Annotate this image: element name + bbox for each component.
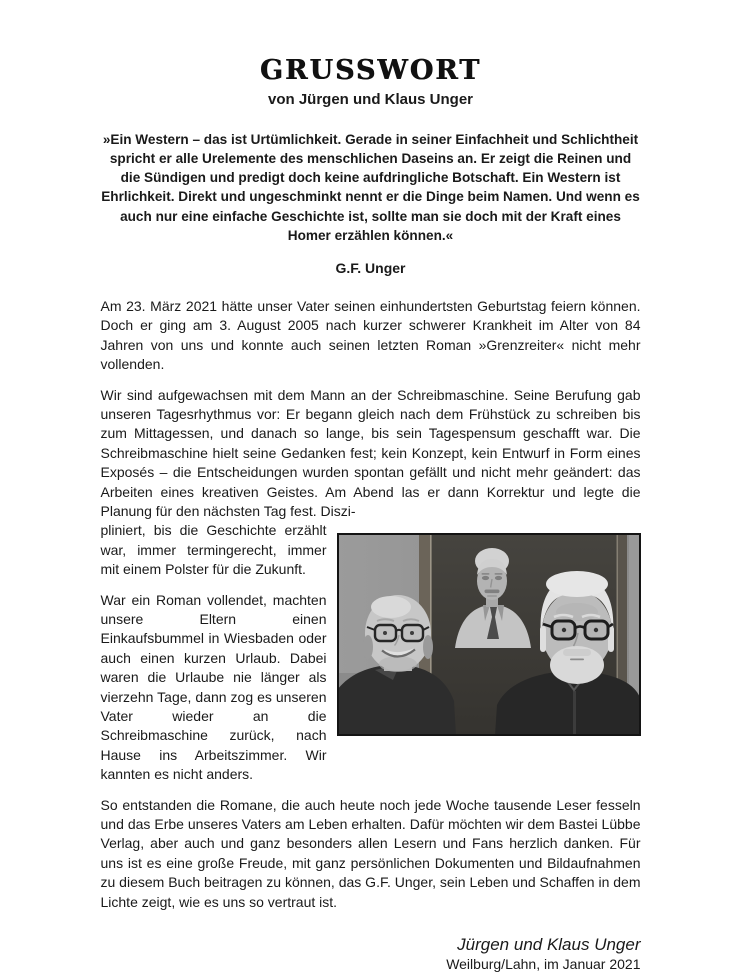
paragraph-thanks: So entstanden die Romane, die auch heute noch jede Woche tausende Leser fesseln und das Erbe unseres Vaters am Leben erhalten. Dafür möchten wir dem Bastei Lübbe Verlag, aber auch und ganz besonders allen Lesern und Fans herzlich danken. Für uns ist es eine große Freude, mit ganz persönlichen Dokumenten und Bildaufnahmen zu diesem Buch beitragen zu können, das G.F. Unger, sein Leben und Schaffen in dem Lichte zeigt, wie es uns so vertraut ist. [100, 796, 641, 910]
text-photo-row [101, 521, 641, 784]
paragraph-vacation: War ein Roman vollendet, machten unsere Eltern einen Einkaufsbummel in Wiesbaden oder auch einen kurzen Urlaub. Dabei waren die Urlaube nie länger als vierzehn Tage, dann zog es unseren Vater wieder an die Schreibmaschine zurück, nach Hause ins Arbeitszimmer. Wir kannten es nicht anders. [100, 591, 327, 783]
paragraph-birthday: Am 23. März 2021 hätte unser Vater seinen einhundertsten Geburtstag feiern können. Doch er ging am 3. August 2005 nach kurzer schwerer Krankheit im Alter von 84 Jahren von uns und konnte auch seinen letzten Roman »Grenzreiter« nicht mehr vollenden. [100, 297, 641, 373]
quote-attribution: G.F. Unger [335, 259, 406, 276]
wrapped-text-column [101, 521, 327, 784]
signature-place-date: Weilburg/Lahn, im Januar 2021 [446, 956, 641, 973]
signature-name: Jürgen und Klaus Unger [457, 935, 641, 955]
paragraph-typewriter: Wir sind aufgewachsen mit dem Mann an der Schreibmaschine. Seine Berufung gab unseren Tagesrhythmus vor: Er begann gleich nach dem Frühstück zu schreiben bis zum Mittagessen, und danach so lange, bis sein Tagespensum geschafft war. Die Schreibmaschine hielt seine Gedanken fest; kein Konzept, kein Entwurf in Form eines Exposés – die Entscheidungen wurden spontan gefällt und nicht mehr geändert: das Arbeiten eines kreativen Geistes. Am Abend las er dann Korrektur und legte die Planung für den nächsten Tag fest. Diszi- [100, 386, 641, 519]
document-page [101, 0, 641, 974]
authors-photo [337, 533, 641, 736]
page-title: GRUSSWORT [259, 55, 482, 86]
western-quote: »Ein Western – das ist Urtümlichkeit. Gerade in seiner Einfachheit und Schlichtheit spricht er alle Urelemente des menschlichen Daseins an. Er zeigt die Reinen und die Sündigen und predigt doch keine aufdringliche Botschaft. Ein Western ist Ehrlichkeit. Direkt und ungeschminkt nennt er die Dinge beim Namen. Und wenn es auch nur eine einfache Geschichte ist, sollte man sie doch mit der Kraft eines Homer erzählen können.« [101, 131, 640, 243]
byline: von Jürgen und Klaus Unger [267, 90, 474, 108]
paragraph-typewriter-continued: pliniert, bis die Geschichte erzählt war, immer termingerecht, immer mit einem Polster für die Zukunft. [100, 522, 327, 578]
signature-block [101, 934, 641, 974]
authors-photo-graphic [337, 533, 641, 736]
